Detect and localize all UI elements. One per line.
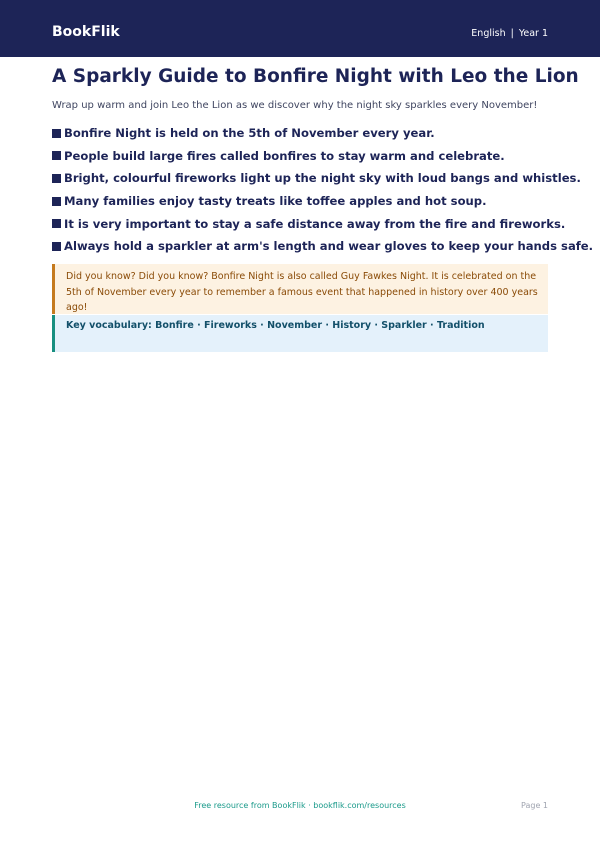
top-banner xyxy=(0,0,600,57)
meta-separator: | xyxy=(510,28,514,39)
square-bullet-icon xyxy=(52,219,61,228)
list-item xyxy=(52,122,593,145)
page-title: A Sparkly Guide to Bonfire Night with Leo the Lion xyxy=(52,66,579,87)
list-item xyxy=(52,212,593,235)
did-you-know-callout xyxy=(52,264,548,314)
footer-source-link[interactable]: Free resource from BookFlik · bookflik.com/resources xyxy=(194,801,406,810)
vocabulary-text: Key vocabulary: Bonfire · Fireworks · November · History · Sparkler · Tradition xyxy=(66,320,485,331)
list-item xyxy=(52,167,593,190)
list-item-text: Always hold a sparkler at arm's length and wear gloves to keep your hands safe. xyxy=(64,239,594,254)
fact-list xyxy=(52,122,593,258)
list-item xyxy=(52,145,593,168)
square-bullet-icon xyxy=(52,129,61,138)
list-item-text: Bonfire Night is held on the 5th of November every year. xyxy=(64,126,435,141)
list-item-text: Bright, colourful fireworks light up the night sky with loud bangs and whistles. xyxy=(64,171,581,186)
square-bullet-icon xyxy=(52,242,61,251)
square-bullet-icon xyxy=(52,174,61,183)
intro-text: Wrap up warm and join Leo the Lion as we discover why the night sky sparkles every November! xyxy=(52,100,538,111)
list-item-text: Many families enjoy tasty treats like toffee apples and hot soup. xyxy=(64,194,487,209)
list-item xyxy=(52,235,593,258)
brand-logo[interactable]: BookFlik xyxy=(52,24,120,40)
year-label: Year 1 xyxy=(518,28,548,39)
list-item xyxy=(52,190,593,213)
callout-text: Did you know? Did you know? Bonfire Night is also called Guy Fawkes Night. It is celebrated on the 5th of November every year to remember a famous event that happened in history over 400 years ago! xyxy=(66,271,538,313)
list-item-text: People build large fires called bonfires to stay warm and celebrate. xyxy=(64,148,505,163)
header-meta xyxy=(471,28,548,40)
square-bullet-icon xyxy=(52,151,61,160)
subject-label: English xyxy=(471,28,506,39)
page-number: Page 1 xyxy=(521,801,548,810)
square-bullet-icon xyxy=(52,197,61,206)
list-item-text: It is very important to stay a safe distance away from the fire and fireworks. xyxy=(64,216,566,231)
key-vocabulary-box xyxy=(52,315,548,352)
